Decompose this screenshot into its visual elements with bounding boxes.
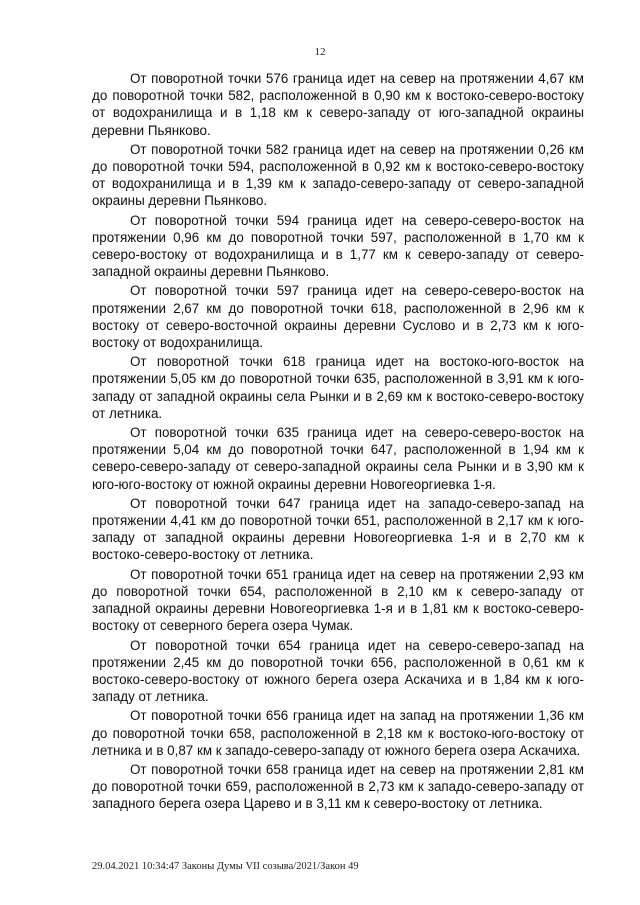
- paragraph: От поворотной точки 654 граница идет на северо-северо-запад на протяжении 2,45 км до поворотной точки 656, расположенной в 0,61 км к востоко-северо-востоку от южного берега озера Аскачиха и в 1,84 км к юго-западу от летника.: [92, 637, 584, 705]
- paragraph: От поворотной точки 647 граница идет на западо-северо-запад на протяжении 4,41 км до поворотной точки 651, расположенной в 2,17 км к юго-западу от западной окраины деревни Новогеоргиевка 1-я и в 2,70 км к востоко-северо-востоку от летника.: [92, 495, 584, 563]
- paragraph: От поворотной точки 597 граница идет на северо-северо-восток на протяжении 2,67 км до поворотной точки 618, расположенной в 2,96 км к востоку от северо-восточной окраины деревни Суслово и в 2,73 км к юго-востоку от водохранилища.: [92, 283, 584, 351]
- document-body: [92, 70, 584, 815]
- paragraph: От поворотной точки 656 граница идет на запад на протяжении 1,36 км до поворотной точки 658, расположенной в 2,18 км к востоко-юго-востоку от летника и в 0,87 км к западо-северо-западу от южного берега озера Аскачиха.: [92, 708, 584, 758]
- paragraph: От поворотной точки 618 граница идет на востоко-юго-восток на протяжении 5,05 км до поворотной точки 635, расположенной в 3,91 км к юго-западу от западной окраины села Рынки и в 2,69 км к востоко-северо-востоку от летника.: [92, 354, 584, 421]
- document-footer: 29.04.2021 10:34:47 Законы Думы VII созыва/2021/Закон 49: [92, 861, 359, 872]
- page-number: 12: [314, 46, 326, 58]
- paragraph: От поворотной точки 582 граница идет на север на протяжении 0,26 км до поворотной точки 594, расположенной в 0,92 км к востоко-северо-востоку от водохранилища и в 1,39 км к западо-северо-западу от северо-западной окраины деревни Пьянково.: [92, 141, 584, 209]
- paragraph: От поворотной точки 576 граница идет на север на протяжении 4,67 км до поворотной точки 582, расположенной в 0,90 км к востоко-северо-востоку от водохранилища и в 1,18 км к северо-западу от юго-западной окраины деревни Пьянково.: [92, 71, 584, 138]
- paragraph: От поворотной точки 635 граница идет на северо-северо-восток на протяжении 5,04 км до поворотной точки 647, расположенной в 1,94 км к северо-северо-западу от северо-западной окраины села Рынки и в 3,90 км к юго-юго-востоку от южной окраины деревни Новогеоргиевка 1-я.: [92, 425, 584, 492]
- paragraph: От поворотной точки 651 граница идет на север на протяжении 2,93 км до поворотной точки 654, расположенной в 2,10 км к северо-западу от западной окраины деревни Новогеоргиевка 1-я и в 1,81 км к востоко-северо-востоку от северного берега озера Чумак.: [92, 566, 584, 634]
- paragraph: От поворотной точки 658 граница идет на север на протяжении 2,81 км до поворотной точки 659, расположенной в 2,73 км к западо-северо-западу от западного берега озера Царево и в 3,11 км к северо-востоку от летника.: [92, 761, 584, 812]
- paragraph: От поворотной точки 594 граница идет на северо-северо-восток на протяжении 0,96 км до поворотной точки 597, расположенной в 1,70 км к северо-востоку от водохранилища и в 1,77 км к северо-западу от северо-западной окраины деревни Пьянково.: [92, 212, 584, 280]
